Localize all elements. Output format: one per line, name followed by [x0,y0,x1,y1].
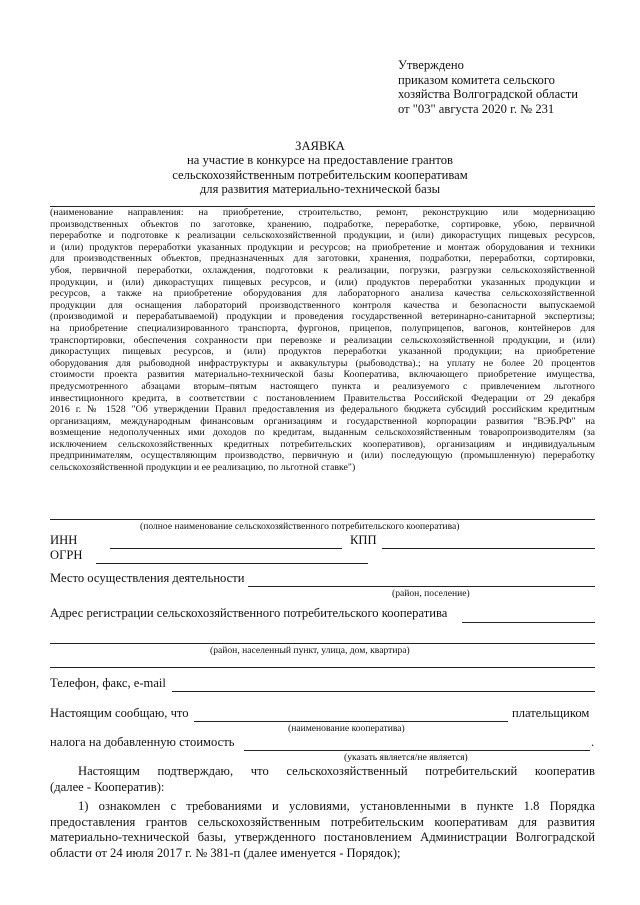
ogrn-field[interactable] [96,563,368,564]
direction-line: транспортировки, обеспечения сохранности при перевозке и реализации сельскохозяйственной продукции, и (или) [50,334,595,346]
phone-field[interactable] [172,691,595,692]
direction-line: продукции для оснащения лабораторий производственного контроля качества и безопасности выпускаемой [50,299,595,311]
reg-address-field[interactable] [462,622,595,623]
reg-address-caption: (район, населенный пункт, улица, дом, квартира) [210,645,410,656]
reg-address-field-line3[interactable] [50,667,595,668]
coop-field[interactable] [194,721,508,722]
vat-label: налога на добавленную стоимость [50,735,235,749]
direction-line: 2016 г. № 1528 "Об утверждении Правил предоставления из федерального бюджета субсидий российским кредитным [50,404,595,416]
direction-line: убоя, первичной переработки, охлаждения, подготовки к реализации, погрузки, разгрузки сельскохозяйственной [50,264,595,276]
direction-line: инвестиционного кредита, в соответствии с постановлением Правительства Российской Федерации от 29 декабря [50,392,595,404]
title-line: для развития материально-технической базы [199,182,441,197]
coop-name-caption: (полное наименование сельскохозяйственного потребительского кооператива) [140,521,460,532]
ogrn-label: ОГРН [50,548,83,562]
confirm-line: Настоящим подтверждаю, что сельскохозяйственный потребительский кооператив [78,764,595,778]
payer-label: плательщиком [512,706,590,720]
vat-field[interactable] [244,750,590,751]
direction-line: и (или) продуктов переработки указанных продукции и ресурсов; на приобретение и монтаж оборудования и техники [50,241,595,253]
vat-end: . [591,735,595,749]
inn-label: ИНН [50,533,78,547]
direction-line: предпринимателям, осуществляющим производство, первичную и (или) последующую (промышленную) переработку [50,450,595,462]
approval-line: Утверждено [398,58,464,72]
direction-line: предусмотренного абзацами вторым–пятым настоящего пункта и реализуемого с привлечением льготного [50,380,595,392]
direction-line: сельскохозяйственной продукции и ее реализацию, по льготной ставке") [50,462,356,474]
direction-line: организациям, международным финансовым организациям и государственной корпорации развития "ВЭБ.РФ" на [50,415,595,427]
coop-caption: (наименование кооператива) [288,723,405,734]
direction-line: для производственных объектов, предназначенных для заготовки, хранения, подработки, переработки, сортировки, [50,253,595,265]
kpp-field[interactable] [382,548,595,549]
direction-line: продукции, и (или) дикорастущих пищевых ресурсов, и (или) продуктов переработки указанных продукции и [50,276,595,288]
kpp-label: КПП [350,533,377,547]
title-line: на участие в конкурсе на предоставление грантов [187,153,453,168]
direction-line: ресурсов, а также на приобретение оборудования для лабораторного анализа качества сельскохозяйственной [50,288,595,300]
direction-line: (наименование направления: на приобретение, строительство, ремонт, реконструкцию или модернизацию [50,207,595,218]
confirm-line: области от 24 июля 2017 г. № 381-п (далее именуется - Порядок); [50,845,401,860]
direction-line: исключением сельскохозяйственных кредитных потребительских кооперативов), организациям и индивидуальным [50,438,595,450]
confirm-line: предоставления грантов сельскохозяйственным потребительским кооперативам для развития [50,814,595,829]
direction-line: на приобретение специализированного транспорта, фургонов, прицепов, полуприцепов, вагонов, контейнеров для [50,322,595,334]
coop-name-field[interactable] [50,519,595,520]
direction-line: переработке и подготовке к реализации сельскохозяйственной продукции, и (или) дикорастущих пищевых ресурсов, [50,230,595,242]
inform-label: Настоящим сообщаю, что [50,706,189,720]
reg-address-field-line2[interactable] [50,643,595,644]
confirm-line: материально-технической базы, утвержденного постановлением Администрации Волгоградской [50,830,595,845]
confirm-line: (далее - Кооператив): [50,779,165,794]
activity-place-field[interactable] [248,586,595,587]
confirm-line: 1) ознакомлен с требованиями и условиями, установленными в пункте 1.8 Порядка [78,799,595,814]
title-line: сельскохозяйственным потребительским кооперативам [172,167,468,182]
direction-line: производственных объектов по заготовке, хранению, подработке, переработке, сортировке, убою, первичной [50,218,595,230]
direction-description [50,207,595,474]
direction-line: возмещение недополученных ими доходов по кредитам, выданным сельскохозяйственным товаропроизводителям (за [50,427,595,439]
vat-caption: (указать является/не является) [344,752,468,763]
approval-line: хозяйства Волгоградской области [398,87,579,102]
direction-line: дикорастущих пищевых ресурсов, и (или) продуктов переработки указанной продукции; на приобретение [50,346,595,358]
confirmation-text [50,764,595,862]
direction-line: оборудования для рыбоводной инфраструктуры и аквакультуры (рыбоводства).; на уплату не более 20 процентов [50,357,595,369]
direction-line: стоимости проекта развития материально-технической базы Кооператива, включающего приобретение имущества, [50,369,595,381]
activity-place-caption: (район, поселение) [392,588,470,599]
reg-address-label: Адрес регистрации сельскохозяйственного потребительского кооператива [50,606,448,620]
inn-field[interactable] [110,548,342,549]
approval-line: приказом комитета сельского [398,72,555,87]
approval-line: от "03" августа 2020 г. № 231 [398,101,555,116]
phone-label: Телефон, факс, e-mail [50,676,166,690]
direction-line: (производимой и перерабатываемой) продукции и проведения государственной ветеринарно-санитарной экспертизы; [50,311,595,323]
document-title [150,139,490,197]
approval-block [398,58,608,116]
activity-place-label: Место осуществления деятельности [50,571,245,585]
title-heading: ЗАЯВКА [295,139,345,153]
